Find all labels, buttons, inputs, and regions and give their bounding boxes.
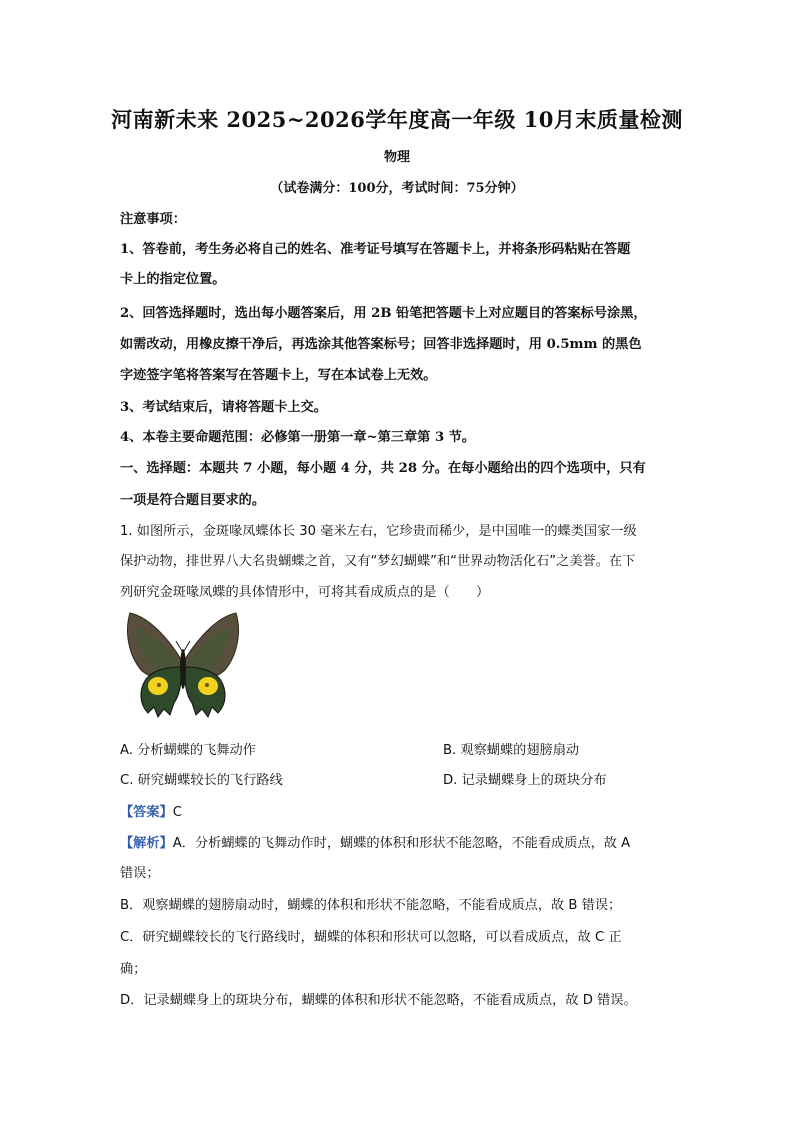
analysis-label: 【解析】 — [120, 836, 173, 851]
analysis-text: D．记录蝴蝶身上的斑块分布，蝴蝶的体积和形状不能忽略，不能看成质点，故 D 错误。 — [120, 993, 637, 1008]
notes-line: 2、回答选择题时，选出每小题答案后，用 2B 铅笔把答题卡上对应题目的答案标号涂黑， — [120, 306, 647, 321]
notes-line: 卡上的指定位置。 — [120, 272, 226, 287]
option-a: A. 分析蝴蝶的飞舞动作 — [120, 743, 256, 758]
analysis-text: C．研究蝴蝶较长的飞行路线时，蝴蝶的体积和形状可以忽略，可以看成质点，故 C 正 — [120, 930, 622, 945]
answer-value: C — [172, 805, 182, 820]
section-heading: 一、选择题：本题共 7 小题，每小题 4 分，共 28 分。在每小题给出的四个选项中，只有 — [120, 461, 646, 476]
section-heading-cont: 一项是符合题目要求的。 — [120, 493, 266, 508]
answer-label: 【答案】 — [120, 805, 173, 820]
question-stem: 1. 如图所示，金斑喙凤蝶体长 30 毫米左右，它珍贵而稀少，是中国唯一的蝶类国家一级 — [120, 524, 637, 539]
butterfly-figure — [124, 609, 242, 725]
notes-line: 如需改动，用橡皮擦干净后，再选涂其他答案标号；回答非选择题时，用 0.5mm 的黑色 — [120, 337, 642, 352]
analysis-text: A．分析蝴蝶的飞舞动作时，蝴蝶的体积和形状不能忽略，不能看成质点，故 A — [172, 836, 631, 851]
option-c: C. 研究蝴蝶较长的飞行路线 — [120, 773, 283, 788]
question-stem: 列研究金斑喙凤蝶的具体情形中，可将其看成质点的是（ ） — [120, 585, 490, 600]
answer-line — [120, 801, 680, 820]
exam-title: 河南新未来 2025~2026学年度高一年级 10月末质量检测 — [111, 107, 683, 132]
notes-line: 3、考试结束后，请将答题卡上交。 — [120, 400, 327, 415]
exam-info: （试卷满分：100分，考试时间：75分钟） — [270, 181, 524, 196]
subject-name: 物理 — [383, 150, 410, 165]
notes-line: 4、本卷主要命题范围：必修第一册第一章~第三章第 3 节。 — [120, 430, 476, 445]
question-stem: 保护动物，排世界八大名贵蝴蝶之首，又有“梦幻蝴蝶”和“世界动物活化石”之美誉。在下 — [120, 554, 636, 569]
analysis-text: B．观察蝴蝶的翅膀扇动时，蝴蝶的体积和形状不能忽略，不能看成质点，故 B 错误； — [120, 898, 622, 913]
option-d: D. 记录蝴蝶身上的斑块分布 — [443, 773, 607, 788]
analysis-line — [120, 832, 680, 851]
option-b: B. 观察蝴蝶的翅膀扇动 — [443, 743, 580, 758]
notes-line: 字迹签字笔将答案写在答题卡上，写在本试卷上无效。 — [120, 368, 437, 383]
notes-line: 1、答卷前，考生务必将自己的姓名、准考证号填写在答题卡上，并将条形码粘贴在答题 — [120, 242, 631, 257]
analysis-text: 确； — [120, 962, 147, 977]
notes-heading: 注意事项： — [120, 212, 186, 227]
analysis-text: 错误； — [120, 866, 160, 881]
